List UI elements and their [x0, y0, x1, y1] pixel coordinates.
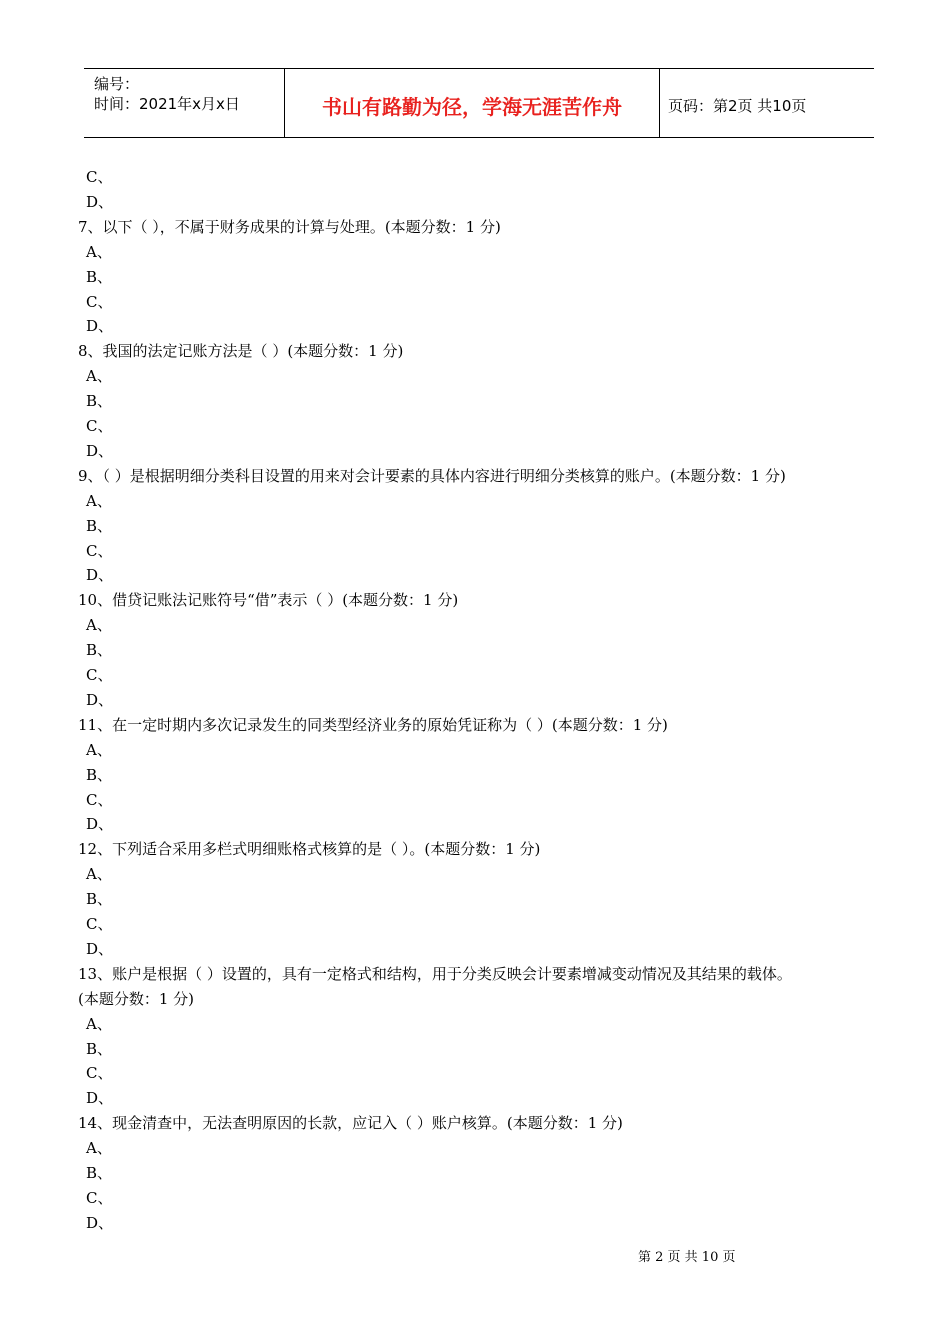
- option-label: D、: [86, 566, 114, 585]
- time-label: 时间：2021年x月x日: [94, 95, 240, 113]
- question-text: 11、在一定时期内多次记录发生的同类型经济业务的原始凭证称为（ ）(本题分数：1 分): [78, 715, 668, 734]
- option-label: C、: [86, 915, 113, 933]
- option-label: B、: [86, 1164, 113, 1182]
- option-label: A、: [86, 1139, 112, 1158]
- header-motto-cell: [284, 69, 660, 137]
- question-text: (本题分数：1 分): [78, 989, 195, 1008]
- option-label: A、: [86, 865, 112, 884]
- option-label: C、: [86, 417, 113, 435]
- option-label: B、: [86, 641, 113, 660]
- option-label: C、: [86, 790, 113, 809]
- option-label: B、: [86, 516, 113, 535]
- question-text: 13、账户是根据（ ）设置的，具有一定格式和结构，用于分类反映会计要素增减变动情况及其结果的载体。: [78, 964, 792, 983]
- option-label: A、: [86, 616, 112, 635]
- option-label: D、: [86, 441, 114, 460]
- option-label: C、: [86, 292, 113, 311]
- header-meta-cell: [84, 69, 284, 137]
- option-label: B、: [86, 1039, 113, 1058]
- option-label: D、: [86, 317, 114, 336]
- option-label: D、: [86, 815, 114, 834]
- question-text: 8、我国的法定记账方法是（ ）(本题分数：1 分): [78, 342, 404, 361]
- option-label: B、: [86, 267, 113, 286]
- option-label: A、: [86, 740, 112, 759]
- option-label: C、: [86, 666, 113, 684]
- option-label: A、: [86, 1014, 112, 1033]
- option-label: C、: [86, 168, 113, 186]
- option-label: B、: [86, 392, 113, 411]
- option-label: A、: [86, 367, 112, 386]
- option-label: B、: [86, 890, 113, 909]
- option-label: A、: [86, 242, 112, 261]
- header-page-cell: [660, 69, 874, 137]
- option-label: D、: [86, 690, 114, 709]
- option-label: B、: [86, 765, 113, 784]
- option-label: D、: [86, 1213, 114, 1232]
- option-label: C、: [86, 541, 113, 560]
- option-label: A、: [86, 491, 112, 510]
- question-text: 7、以下（ ），不属于财务成果的计算与处理。(本题分数：1 分): [78, 217, 501, 236]
- option-label: D、: [86, 939, 114, 958]
- option-label: D、: [86, 192, 114, 211]
- page-info: 页码：第2页 共10页: [668, 97, 807, 115]
- question-text: 10、借贷记账法记账符号“借”表示（ ）(本题分数：1 分): [78, 591, 459, 610]
- motto: 书山有路勤为径，学海无涯苦作舟: [322, 95, 622, 119]
- question-text: 9、（ ）是根据明细分类科目设置的用来对会计要素的具体内容进行明细分类核算的账户。(本题分数：1 分): [78, 466, 786, 485]
- option-label: C、: [86, 1188, 113, 1207]
- document-header: [84, 68, 874, 138]
- page-footer: 第 2 页 共 10 页: [638, 1250, 736, 1265]
- question-text: 12、下列适合采用多栏式明细账格式核算的是（ ）。(本题分数：1 分): [78, 840, 541, 859]
- question-text: 14、现金清查中，无法查明原因的长款，应记入（ ）账户核算。(本题分数：1 分): [78, 1114, 623, 1133]
- option-label: D、: [86, 1089, 114, 1108]
- option-label: C、: [86, 1064, 113, 1083]
- number-label: 编号：: [94, 75, 140, 93]
